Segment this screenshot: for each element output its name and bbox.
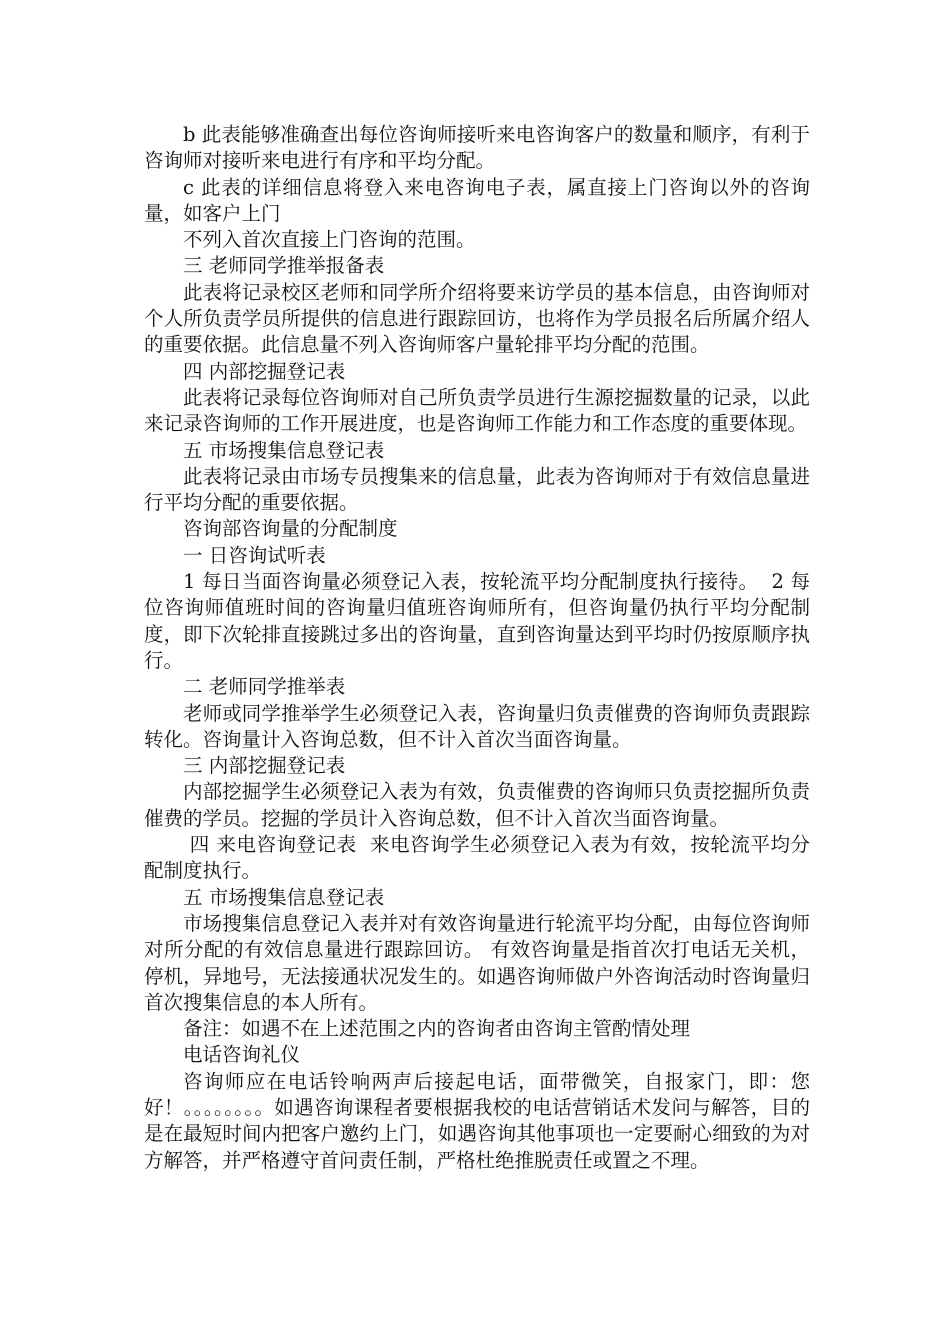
paragraph: 不列入首次直接上门咨询的范围。 — [183, 228, 476, 252]
section-heading: 三 内部挖掘登记表 — [183, 754, 346, 778]
paragraph: 1 每日当面咨询量必须登记入表，按轮流平均分配制度执行接待。 2 每位咨询师值班时间的咨询量归值班咨询师所有，但咨询量仍执行平均分配制度，即下次轮排直接跳过多出的咨询量，直到咨询量达到平均时仍按原顺序执行。 — [144, 570, 810, 672]
section-heading: 五 市场搜集信息登记表 — [183, 885, 385, 909]
paragraph: 市场搜集信息登记入表并对有效咨询量进行轮流平均分配，由每位咨询师对所分配的有效信息量进行跟踪回访。 有效咨询量是指首次打电话无关机，停机，异地号，无法接通状况发生的。如遇咨询师做户外咨询活动时咨询量归首次搜集信息的本人所有。 — [144, 911, 810, 1014]
note: 备注：如遇不在上述范围之内的咨询者由咨询主管酌情处理 — [183, 1017, 691, 1041]
section-heading: 电话咨询礼仪 — [183, 1043, 301, 1067]
document-body — [144, 122, 810, 1174]
paragraph: 四 来电咨询登记表 来电咨询学生必须登记入表为有效，按轮流平均分配制度执行。 — [144, 833, 810, 883]
paragraph: 此表将记录由市场专员搜集来的信息量，此表为咨询师对于有效信息量进行平均分配的重要依据。 — [144, 464, 810, 515]
paragraph: 内部挖掘学生必须登记入表为有效，负责催费的咨询师只负责挖掘所负责催费的学员。挖掘的学员计入咨询总数，但不计入首次当面咨询量。 — [144, 780, 810, 830]
paragraph: 老师或同学推举学生必须登记入表，咨询量归负责催费的咨询师负责跟踪转化。咨询量计入咨询总数，但不计入首次当面咨询量。 — [144, 701, 810, 751]
paragraph: 咨询师应在电话铃响两声后接起电话，面带微笑，自报家门，即：您好！。。。。。。。。如遇咨询课程者要根据我校的电话营销话术发问与解答，目的是在最短时间内把客户邀约上门，如遇咨询其他事项也一定要耐心细致的为对方解答，并严格遵守首问责任制，严格杜绝推脱责任或置之不理。 — [144, 1069, 810, 1172]
paragraph: 此表将记录校区老师和同学所介绍将要来访学员的基本信息，由咨询师对个人所负责学员所提供的信息进行跟踪回访，也将作为学员报名后所属介绍人的重要依据。此信息量不列入咨询师客户量轮排平均分配的范围。 — [144, 280, 810, 357]
section-heading: 二 老师同学推举表 — [183, 675, 346, 699]
section-heading: 一 日咨询试听表 — [183, 543, 326, 567]
paragraph: 此表将记录每位咨询师对自己所负责学员进行生源挖掘数量的记录，以此来记录咨询师的工作开展进度，也是咨询师工作能力和工作态度的重要体现。 — [144, 385, 810, 436]
section-heading: 五 市场搜集信息登记表 — [183, 438, 385, 462]
section-heading: 咨询部咨询量的分配制度 — [183, 517, 398, 541]
section-heading: 三 老师同学推举报备表 — [183, 254, 385, 278]
paragraph: b 此表能够准确查出每位咨询师接听来电咨询客户的数量和顺序，有利于咨询师对接听来电进行有序和平均分配。 — [144, 123, 810, 173]
section-heading: 四 内部挖掘登记表 — [183, 359, 346, 383]
paragraph: c 此表的详细信息将登入来电咨询电子表，属直接上门咨询以外的咨询量，如客户上门 — [144, 175, 810, 225]
